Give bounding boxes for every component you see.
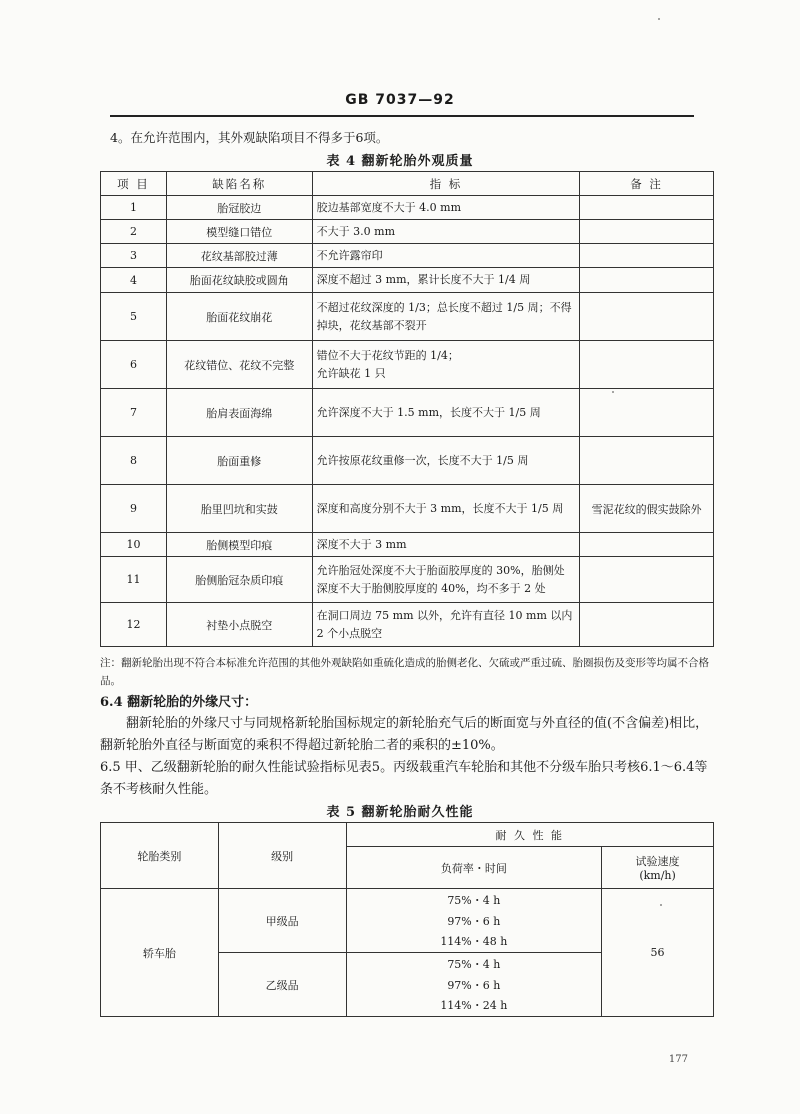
spec-text: 允许深度不大于 1.5 mm，长度不大于 1/5 周 xyxy=(312,389,580,437)
defect-name: 胎侧胎冠杂质印痕 xyxy=(166,557,312,603)
table5-durability xyxy=(100,822,714,1017)
item-number: 12 xyxy=(101,603,167,647)
item-number: 3 xyxy=(101,244,167,268)
spec-text: 不超过花纹深度的 1/3；总长度不超过 1/5 周；不得掉块，花纹基部不裂开 xyxy=(312,293,580,341)
remark-text xyxy=(580,196,714,220)
load-time: 97%・6 h xyxy=(346,975,602,995)
tire-type: 轿车胎 xyxy=(101,889,219,1017)
spec-text: 错位不大于花纹节距的 1/4； xyxy=(316,348,459,362)
col-header-load-time: 负荷率・时间 xyxy=(346,847,602,889)
defect-name: 衬垫小点脱空 xyxy=(166,603,312,647)
item-number: 10 xyxy=(101,533,167,557)
table-row xyxy=(101,293,714,341)
table-row xyxy=(101,244,714,268)
table-row xyxy=(101,389,714,437)
item-number: 9 xyxy=(101,485,167,533)
table-row xyxy=(101,341,714,389)
col-header-grade: 级别 xyxy=(218,823,346,889)
section-6-5-body: 6.5 甲、乙级翻新轮胎的耐久性能试验指标见表5。丙级载重汽车轮胎和其他不分级车胎只考核6.1～6.4等条不考核耐久性能。 xyxy=(100,760,708,797)
col-header-speed-unit: (km/h) xyxy=(639,869,676,882)
remark-text xyxy=(580,437,714,485)
defect-name: 胎面花纹缺胶或圆角 xyxy=(166,268,312,293)
load-time: 114%・24 h xyxy=(346,995,602,1017)
table4-caption: 表 4 翻新轮胎外观质量 xyxy=(326,154,474,169)
table4-header-row xyxy=(101,172,714,196)
page-number: 177 xyxy=(668,1054,688,1065)
col-header-speed: 试验速度 xyxy=(635,855,680,868)
load-time: 75%・4 h xyxy=(346,953,602,975)
item-number: 6 xyxy=(101,341,167,389)
remark-text xyxy=(580,268,714,293)
table-row xyxy=(101,220,714,244)
spec-text: 允许胎冠处深度不大于胎面胶厚度的 30%，胎侧处深度不大于胎侧胶厚度的 40%，均不多于 2 处 xyxy=(312,557,580,603)
grade-b: 乙级品 xyxy=(218,953,346,1017)
item-4-text: 4。在允许范围内，其外观缺陷项目不得多于6项。 xyxy=(110,130,389,145)
item-number: 2 xyxy=(101,220,167,244)
spec-text: 不允许露帘印 xyxy=(312,244,580,268)
load-time: 75%・4 h xyxy=(346,889,602,911)
table4-note: 注：翻新轮胎出现不符合本标准允许范围的其他外观缺陷如重硫化造成的胎侧老化、欠硫或严重过硫、胎圈损伤及变形等均属不合格品。 xyxy=(100,657,709,687)
spec-text: 深度和高度分别不大于 3 mm，长度不大于 1/5 周 xyxy=(312,485,580,533)
spec-text: 在洞口周边 75 mm 以外，允许有直径 10 mm 以内 2 个小点脱空 xyxy=(312,603,580,647)
defect-name: 模型缝口错位 xyxy=(166,220,312,244)
spec-text: 深度不大于 3 mm xyxy=(312,533,580,557)
defect-name: 胎肩表面海绵 xyxy=(166,389,312,437)
remark-text xyxy=(580,293,714,341)
scan-speck xyxy=(612,391,614,393)
remark-text xyxy=(580,533,714,557)
table-row xyxy=(101,485,714,533)
grade-a: 甲级品 xyxy=(218,889,346,953)
load-time: 114%・48 h xyxy=(346,931,602,953)
scan-speck xyxy=(660,904,662,906)
item-number: 1 xyxy=(101,196,167,220)
col-header-spec: 指 标 xyxy=(312,172,580,196)
remark-text: 雪泥花纹的假实鼓除外 xyxy=(580,485,714,533)
defect-name: 胎里凹坑和实鼓 xyxy=(166,485,312,533)
item-number: 11 xyxy=(101,557,167,603)
defect-name: 胎冠胶边 xyxy=(166,196,312,220)
defect-name: 胎侧模型印痕 xyxy=(166,533,312,557)
test-speed: 56 xyxy=(602,889,714,1017)
table5-header-row-1 xyxy=(101,823,714,847)
col-header-defect: 缺陷名称 xyxy=(166,172,312,196)
defect-name: 花纹错位、花纹不完整 xyxy=(166,341,312,389)
table-row xyxy=(101,533,714,557)
col-header-item: 项 目 xyxy=(101,172,167,196)
scan-speck xyxy=(658,18,660,20)
remark-text xyxy=(580,341,714,389)
spec-text: 胶边基部宽度不大于 4.0 mm xyxy=(312,196,580,220)
spec-text: 深度不超过 3 mm，累计长度不大于 1/4 周 xyxy=(312,268,580,293)
remark-text xyxy=(580,603,714,647)
col-header-speed-cell xyxy=(602,847,714,889)
load-time: 97%・6 h xyxy=(346,911,602,931)
spec-text-line2: 允许缺花 1 只 xyxy=(316,366,386,380)
table-row xyxy=(101,437,714,485)
item-number: 4 xyxy=(101,268,167,293)
table-row xyxy=(101,557,714,603)
header-rule xyxy=(110,115,694,117)
table-row xyxy=(101,196,714,220)
col-header-remark: 备 注 xyxy=(580,172,714,196)
defect-name: 胎面重修 xyxy=(166,437,312,485)
spec-cell xyxy=(312,341,580,389)
defect-name: 花纹基部胶过薄 xyxy=(166,244,312,268)
item-number: 8 xyxy=(101,437,167,485)
spec-text: 不大于 3.0 mm xyxy=(312,220,580,244)
remark-text xyxy=(580,220,714,244)
table-row xyxy=(101,889,714,911)
defect-name: 胎面花纹崩花 xyxy=(166,293,312,341)
col-header-durability: 耐 久 性 能 xyxy=(346,823,713,847)
spec-text: 允许按原花纹重修一次，长度不大于 1/5 周 xyxy=(312,437,580,485)
item-number: 7 xyxy=(101,389,167,437)
standard-header: GB 7037—92 xyxy=(345,92,455,108)
remark-text xyxy=(580,244,714,268)
remark-text xyxy=(580,389,714,437)
section-6-4-body: 翻新轮胎的外缘尺寸与同规格新轮胎国标规定的新轮胎充气后的断面宽与外直径的值(不含偏差)相比，翻新轮胎外直径与断面宽的乘积不得超过新轮胎二者的乘积的±10%。 xyxy=(100,716,709,753)
item-number: 5 xyxy=(101,293,167,341)
table-row xyxy=(101,268,714,293)
section-6-4-title: 6.4 翻新轮胎的外缘尺寸： xyxy=(100,695,258,710)
table4-appearance-quality xyxy=(100,171,714,647)
table-row xyxy=(101,603,714,647)
table5-caption: 表 5 翻新轮胎耐久性能 xyxy=(326,805,474,820)
col-header-tire-type: 轮胎类别 xyxy=(101,823,219,889)
remark-text xyxy=(580,557,714,603)
